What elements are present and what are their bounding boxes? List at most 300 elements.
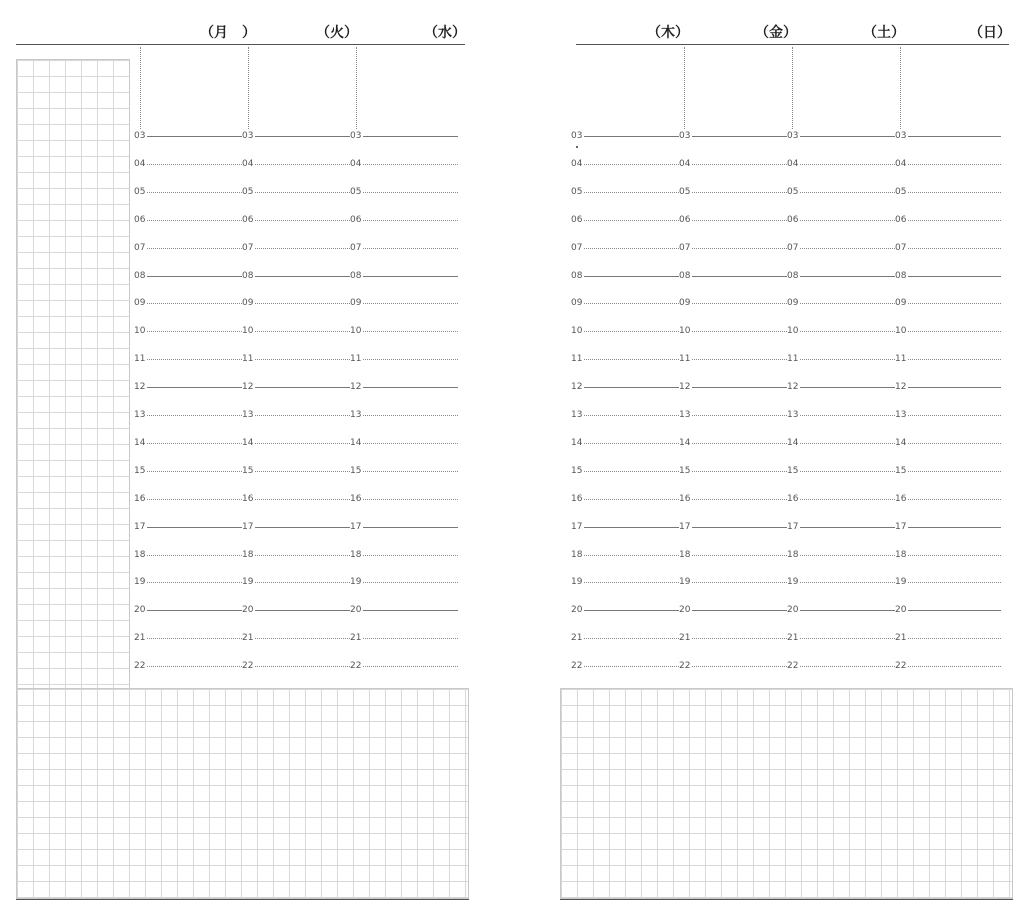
hour-label: 07	[350, 242, 362, 253]
hour-label: 07	[787, 242, 799, 253]
day-divider	[684, 47, 685, 131]
hour-slot	[571, 242, 679, 254]
hour-label: 17	[895, 521, 907, 532]
hour-slot	[242, 549, 350, 561]
hour-slot	[895, 325, 1001, 337]
hour-slot	[242, 270, 350, 282]
hour-line	[691, 359, 787, 360]
hour-slot	[679, 158, 787, 170]
hour-line	[799, 276, 895, 277]
hour-label: 05	[242, 186, 254, 197]
day-label-fri: （金）	[755, 25, 797, 41]
hour-row	[0, 214, 480, 226]
hour-slot	[787, 130, 895, 142]
header-rule	[576, 44, 1009, 45]
hour-row	[0, 297, 480, 309]
hour-row	[545, 214, 1024, 226]
hour-slot	[134, 632, 242, 644]
hour-line	[583, 638, 679, 639]
hour-slot	[242, 521, 350, 533]
hour-line	[146, 387, 242, 388]
hour-label: 14	[895, 437, 907, 448]
hour-label: 10	[242, 326, 254, 337]
hour-line	[362, 164, 458, 165]
hour-slot	[350, 325, 458, 337]
hour-line	[691, 331, 787, 332]
hour-line	[583, 303, 679, 304]
hour-label: 18	[895, 549, 907, 560]
hour-slot	[787, 549, 895, 561]
hour-line	[583, 164, 679, 165]
hour-slot	[787, 632, 895, 644]
hour-row	[0, 521, 480, 533]
hour-label: 06	[679, 214, 691, 225]
hour-row	[545, 521, 1024, 533]
hour-line	[583, 248, 679, 249]
hour-label: 17	[242, 521, 254, 532]
hour-slot	[571, 381, 679, 393]
hour-line	[146, 136, 242, 137]
hour-label: 21	[895, 633, 907, 644]
hour-slot	[895, 409, 1001, 421]
hour-row	[0, 158, 480, 170]
hour-line	[254, 359, 350, 360]
hour-line	[907, 415, 1001, 416]
hour-label: 09	[679, 298, 691, 309]
hour-label: 18	[242, 549, 254, 560]
hour-row	[545, 270, 1024, 282]
hour-label: 21	[242, 633, 254, 644]
hour-line	[799, 666, 895, 667]
hour-line	[362, 276, 458, 277]
hour-label: 06	[895, 214, 907, 225]
hour-label: 10	[571, 326, 583, 337]
hour-slot	[679, 214, 787, 226]
hour-label: 08	[895, 270, 907, 281]
hour-line	[583, 666, 679, 667]
hour-slot	[679, 325, 787, 337]
hour-line	[907, 220, 1001, 221]
hour-line	[254, 638, 350, 639]
hour-label: 16	[895, 493, 907, 504]
hour-label: 16	[787, 493, 799, 504]
hour-label: 19	[571, 577, 583, 588]
hour-label: 08	[679, 270, 691, 281]
hour-slot	[679, 521, 787, 533]
hour-line	[362, 443, 458, 444]
hour-label: 21	[679, 633, 691, 644]
hour-label: 16	[571, 493, 583, 504]
hour-line	[907, 192, 1001, 193]
hour-label: 22	[787, 661, 799, 672]
hour-slot	[350, 270, 458, 282]
hour-label: 21	[350, 633, 362, 644]
hour-line	[907, 387, 1001, 388]
hour-label: 21	[787, 633, 799, 644]
left-page	[0, 0, 480, 921]
hour-slot	[787, 381, 895, 393]
hour-line	[691, 610, 787, 611]
hour-label: 10	[787, 326, 799, 337]
hour-label: 04	[134, 158, 146, 169]
hour-label: 17	[787, 521, 799, 532]
hour-slot	[571, 437, 679, 449]
hour-label: 16	[134, 493, 146, 504]
hour-line	[907, 499, 1001, 500]
hour-line	[799, 359, 895, 360]
hour-line	[362, 610, 458, 611]
hour-line	[799, 387, 895, 388]
hour-label: 08	[242, 270, 254, 281]
hour-slot	[350, 493, 458, 505]
hour-line	[691, 192, 787, 193]
right-page	[545, 0, 1024, 921]
hour-slot	[895, 493, 1001, 505]
hour-label: 07	[134, 242, 146, 253]
hour-label: 05	[679, 186, 691, 197]
hour-label: 03	[895, 131, 907, 141]
hour-slot	[787, 325, 895, 337]
hour-label: 06	[787, 214, 799, 225]
hour-label: 06	[134, 214, 146, 225]
hour-label: 04	[679, 158, 691, 169]
hour-slot	[350, 604, 458, 616]
hour-label: 15	[895, 465, 907, 476]
hour-label: 09	[242, 298, 254, 309]
hour-label: 08	[134, 270, 146, 281]
hour-line	[799, 443, 895, 444]
hour-slot	[134, 158, 242, 170]
hour-label: 04	[895, 158, 907, 169]
hour-slot	[571, 409, 679, 421]
hour-slot	[787, 409, 895, 421]
hour-slot	[571, 604, 679, 616]
hour-slot	[134, 549, 242, 561]
hour-slot	[895, 521, 1001, 533]
hour-label: 11	[134, 354, 146, 365]
hour-label: 10	[679, 326, 691, 337]
hour-line	[799, 331, 895, 332]
hour-line	[907, 471, 1001, 472]
hour-line	[146, 666, 242, 667]
hour-label: 18	[571, 549, 583, 560]
hour-line	[583, 276, 679, 277]
hour-row	[0, 270, 480, 282]
hour-line	[691, 499, 787, 500]
hour-label: 09	[787, 298, 799, 309]
hour-slot	[895, 549, 1001, 561]
hour-slot	[679, 465, 787, 477]
hour-label: 11	[350, 354, 362, 365]
hour-label: 04	[350, 158, 362, 169]
hour-slot	[679, 409, 787, 421]
hour-slot	[679, 242, 787, 254]
hour-slot	[895, 660, 1001, 672]
bottom-rule	[560, 899, 1013, 900]
hour-slot	[571, 270, 679, 282]
hour-label: 13	[895, 410, 907, 420]
hour-row	[545, 660, 1024, 672]
hour-label: 22	[679, 661, 691, 672]
day-divider	[792, 47, 793, 131]
hour-slot	[134, 186, 242, 198]
hour-slot	[350, 130, 458, 142]
hour-line	[583, 443, 679, 444]
hour-slot	[787, 186, 895, 198]
hour-row	[545, 576, 1024, 588]
hour-line	[362, 471, 458, 472]
hour-label: 22	[895, 661, 907, 672]
hour-line	[146, 276, 242, 277]
hour-line	[254, 136, 350, 137]
hour-line	[691, 415, 787, 416]
hour-line	[799, 527, 895, 528]
hour-line	[583, 359, 679, 360]
hour-line	[799, 582, 895, 583]
hour-slot	[571, 632, 679, 644]
hour-label: 14	[679, 437, 691, 448]
hour-slot	[242, 381, 350, 393]
hour-label: 05	[895, 186, 907, 197]
hour-label: 10	[134, 326, 146, 337]
hour-slot	[787, 660, 895, 672]
hour-label: 12	[895, 382, 907, 393]
hour-line	[691, 164, 787, 165]
hour-line	[691, 666, 787, 667]
hour-label: 17	[571, 521, 583, 532]
hour-label: 16	[679, 493, 691, 504]
hour-row	[545, 158, 1024, 170]
hour-line	[799, 415, 895, 416]
hour-slot	[571, 353, 679, 365]
hour-slot	[242, 353, 350, 365]
hour-label: 08	[571, 270, 583, 281]
hour-row	[0, 493, 480, 505]
hour-line	[907, 359, 1001, 360]
hour-row	[545, 325, 1024, 337]
hour-slot	[134, 381, 242, 393]
day-label-tue: （火）	[316, 25, 358, 41]
memo-grid-bottom	[560, 688, 1013, 899]
hour-slot	[242, 604, 350, 616]
hour-row	[545, 297, 1024, 309]
hour-line	[799, 555, 895, 556]
hour-label: 03	[242, 131, 254, 141]
hour-line	[146, 610, 242, 611]
hour-line	[799, 638, 895, 639]
hour-line	[907, 164, 1001, 165]
hour-slot	[242, 242, 350, 254]
hour-line	[254, 443, 350, 444]
hour-line	[799, 164, 895, 165]
hour-slot	[242, 214, 350, 226]
day-label-sun: （日）	[969, 25, 1011, 41]
hour-slot	[787, 465, 895, 477]
hour-line	[254, 555, 350, 556]
hour-slot	[895, 297, 1001, 309]
hour-line	[254, 666, 350, 667]
hour-row	[0, 353, 480, 365]
hour-row	[0, 576, 480, 588]
hour-label: 20	[895, 605, 907, 616]
hour-line	[146, 192, 242, 193]
hour-label: 19	[679, 577, 691, 588]
hour-label: 14	[134, 437, 146, 448]
hour-slot	[895, 381, 1001, 393]
day-label-wed: （水）	[424, 25, 466, 41]
hour-line	[146, 164, 242, 165]
hour-label: 05	[350, 186, 362, 197]
hour-label: 20	[571, 605, 583, 616]
hour-line	[362, 387, 458, 388]
hour-label: 04	[787, 158, 799, 169]
hour-slot	[242, 437, 350, 449]
hour-line	[583, 415, 679, 416]
hour-row	[545, 353, 1024, 365]
hour-label: 11	[895, 354, 907, 365]
hour-label: 12	[350, 382, 362, 393]
hour-slot	[571, 214, 679, 226]
hour-line	[583, 527, 679, 528]
day-label-thu: （木）	[647, 25, 689, 41]
hour-line	[583, 220, 679, 221]
hour-row	[545, 493, 1024, 505]
hour-slot	[134, 297, 242, 309]
hour-label: 19	[350, 577, 362, 588]
hour-label: 12	[134, 382, 146, 393]
hour-line	[254, 220, 350, 221]
hour-slot	[679, 493, 787, 505]
hour-line	[146, 582, 242, 583]
hour-line	[254, 471, 350, 472]
hour-label: 18	[787, 549, 799, 560]
hour-label: 22	[134, 661, 146, 672]
hour-slot	[679, 353, 787, 365]
hour-slot	[679, 632, 787, 644]
hour-slot	[679, 576, 787, 588]
hour-slot	[895, 353, 1001, 365]
hour-row	[0, 437, 480, 449]
hour-line	[691, 638, 787, 639]
hour-line	[799, 610, 895, 611]
hour-slot	[895, 604, 1001, 616]
hour-label: 13	[350, 410, 362, 420]
hour-line	[583, 499, 679, 500]
hour-label: 08	[350, 270, 362, 281]
hour-slot	[350, 381, 458, 393]
hour-line	[362, 303, 458, 304]
hour-slot	[350, 186, 458, 198]
hour-line	[362, 555, 458, 556]
hour-line	[583, 136, 679, 137]
hour-slot	[571, 465, 679, 477]
hour-slot	[134, 576, 242, 588]
hour-slot	[134, 465, 242, 477]
hour-label: 19	[242, 577, 254, 588]
hour-line	[254, 610, 350, 611]
hour-slot	[350, 353, 458, 365]
hour-line	[146, 248, 242, 249]
hour-line	[799, 192, 895, 193]
hour-slot	[787, 214, 895, 226]
hour-slot	[895, 465, 1001, 477]
hour-line	[146, 220, 242, 221]
hour-line	[691, 443, 787, 444]
hour-row	[0, 409, 480, 421]
hour-label: 18	[134, 549, 146, 560]
hour-slot	[242, 409, 350, 421]
hour-label: 07	[242, 242, 254, 253]
hour-slot	[134, 325, 242, 337]
hour-line	[907, 248, 1001, 249]
hour-label: 18	[679, 549, 691, 560]
hour-line	[907, 443, 1001, 444]
hour-label: 15	[350, 465, 362, 476]
stray-mark	[576, 146, 578, 148]
hour-line	[254, 192, 350, 193]
hour-line	[362, 638, 458, 639]
hour-slot	[350, 660, 458, 672]
hour-row	[0, 465, 480, 477]
hour-line	[907, 303, 1001, 304]
hour-row	[545, 381, 1024, 393]
hour-line	[254, 582, 350, 583]
hour-label: 11	[242, 354, 254, 365]
hour-line	[691, 220, 787, 221]
hour-slot	[134, 409, 242, 421]
hour-line	[254, 499, 350, 500]
hour-label: 04	[571, 158, 583, 169]
hour-slot	[787, 493, 895, 505]
hour-line	[362, 136, 458, 137]
hour-row	[0, 325, 480, 337]
hour-label: 22	[350, 661, 362, 672]
hour-slot	[350, 409, 458, 421]
hour-slot	[895, 632, 1001, 644]
hour-line	[362, 192, 458, 193]
day-label-mon: （月 ）	[200, 25, 256, 41]
hour-line	[583, 555, 679, 556]
hour-label: 15	[787, 465, 799, 476]
hour-line	[362, 499, 458, 500]
hour-label: 12	[242, 382, 254, 393]
hour-label: 13	[571, 410, 583, 420]
hour-line	[362, 582, 458, 583]
hour-label: 11	[571, 354, 583, 365]
hour-line	[146, 527, 242, 528]
hour-label: 13	[242, 410, 254, 420]
hour-label: 09	[895, 298, 907, 309]
hour-label: 12	[571, 382, 583, 393]
hour-line	[907, 555, 1001, 556]
hour-label: 16	[350, 493, 362, 504]
hour-label: 05	[571, 186, 583, 197]
hour-slot	[679, 297, 787, 309]
hour-slot	[679, 437, 787, 449]
hour-line	[691, 387, 787, 388]
hour-label: 18	[350, 549, 362, 560]
hour-slot	[787, 297, 895, 309]
hour-line	[254, 415, 350, 416]
hour-label: 10	[350, 326, 362, 337]
hour-slot	[895, 130, 1001, 142]
hour-line	[691, 582, 787, 583]
bottom-rule	[16, 899, 469, 900]
hour-label: 06	[571, 214, 583, 225]
hour-label: 11	[787, 354, 799, 365]
hour-slot	[571, 576, 679, 588]
hour-row	[545, 409, 1024, 421]
